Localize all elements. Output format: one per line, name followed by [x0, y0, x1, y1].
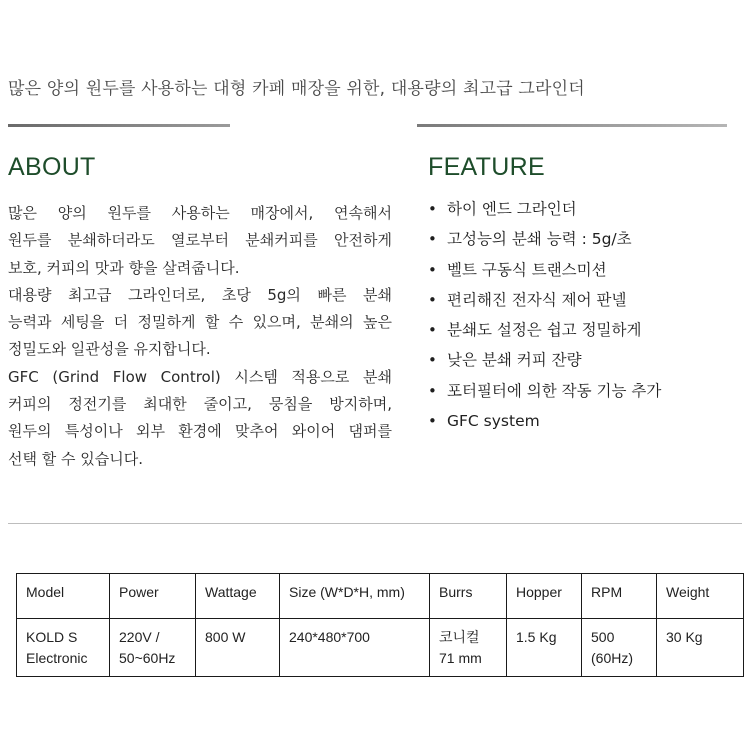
spec-header-cell: Size (W*D*H, mm) — [280, 574, 430, 619]
about-line: 보호, 커피의 맛과 향을 살려줍니다. — [8, 258, 240, 277]
spec-table — [16, 573, 744, 677]
feature-item-label: 고성능의 분쇄 능력 : 5g/초 — [447, 230, 632, 249]
feature-item — [428, 317, 661, 347]
spec-cell-line: 30 Kg — [666, 629, 703, 645]
spec-header-cell: Weight — [657, 574, 744, 619]
spec-cell-power — [110, 619, 196, 677]
spec-cell-hopper — [507, 619, 582, 677]
spec-header-cell: Wattage — [196, 574, 280, 619]
bullet-icon: • — [428, 260, 437, 279]
bullet-icon: • — [428, 230, 437, 249]
feature-item — [428, 226, 661, 256]
about-line: 정밀도와 일관성을 유지합니다. — [8, 340, 211, 359]
spec-header-cell: Power — [110, 574, 196, 619]
spec-cell-line: (60Hz) — [591, 650, 634, 666]
section-divider — [8, 523, 742, 524]
spec-header-cell: Hopper — [507, 574, 582, 619]
spec-cell-line: 220V / — [119, 629, 160, 645]
feature-item-label: GFC system — [447, 412, 540, 431]
feature-item-label: 낮은 분쇄 커피 잔량 — [447, 351, 582, 370]
spec-cell-line: Electronic — [26, 650, 88, 666]
feature-item — [428, 347, 661, 377]
feature-item — [428, 257, 661, 287]
about-line: 커피의 정전기를 최대한 줄이고, 뭉침을 방지하며, — [8, 395, 392, 414]
spec-cell-line: 500 — [591, 629, 615, 645]
spec-cell-line: 1.5 Kg — [516, 629, 557, 645]
feature-item-label: 벨트 구동식 트랜스미션 — [447, 260, 607, 279]
about-line: 많은 양의 원두를 사용하는 매장에서, 연속해서 — [8, 204, 392, 222]
feature-item-label: 하이 엔드 그라인더 — [447, 200, 577, 218]
feature-item-label: 분쇄도 설정은 쉽고 정밀하게 — [447, 321, 642, 340]
bullet-icon: • — [428, 290, 437, 309]
spec-table-header-row — [17, 574, 744, 619]
about-description — [8, 200, 392, 473]
spec-cell-line: 코니컬 — [439, 629, 480, 645]
bullet-icon: • — [428, 351, 437, 370]
feature-item — [428, 408, 661, 438]
spec-header-cell: Burrs — [430, 574, 507, 619]
bullet-icon: • — [428, 412, 437, 431]
spec-cell-rpm — [582, 619, 657, 677]
spec-cell-line: 71 mm — [439, 650, 482, 666]
spec-cell-weight — [657, 619, 744, 677]
about-line: GFC (Grind Flow Control) 시스템 적용으로 분쇄 — [8, 367, 392, 386]
spec-cell-line: 50~60Hz — [119, 650, 176, 666]
feature-item — [428, 287, 661, 317]
spec-cell-model — [17, 619, 110, 677]
feature-item-label: 편리해진 전자식 제어 판넬 — [447, 290, 627, 309]
about-line: 원두의 특성이나 외부 환경에 맞추어 와이어 댐퍼를 — [8, 422, 392, 441]
spec-cell-burrs — [430, 619, 507, 677]
feature-item-label: 포터필터에 의한 작동 기능 추가 — [447, 381, 662, 400]
spec-header-cell: RPM — [582, 574, 657, 619]
divider-right — [417, 124, 727, 127]
spec-cell-wattage — [196, 619, 280, 677]
feature-title: FEATURE — [428, 153, 545, 181]
feature-item — [428, 378, 661, 408]
spec-cell-size — [280, 619, 430, 677]
feature-list — [428, 196, 661, 438]
spec-table-row — [17, 619, 744, 677]
about-title: ABOUT — [8, 153, 96, 181]
bullet-icon: • — [428, 200, 437, 218]
page-headline: 많은 양의 원두를 사용하는 대형 카페 매장을 위한, 대용량의 최고급 그라인더 — [8, 79, 585, 99]
about-line: 능력과 세팅을 더 정밀하게 할 수 있으며, 분쇄의 높은 — [8, 313, 392, 332]
feature-item — [428, 196, 661, 226]
divider-left — [8, 124, 230, 127]
spec-cell-line: KOLD S — [26, 629, 78, 645]
spec-cell-line: 240*480*700 — [289, 629, 370, 645]
about-line: 선택 할 수 있습니다. — [8, 449, 143, 468]
about-line: 원두를 분쇄하더라도 열로부터 분쇄커피를 안전하게 — [8, 231, 392, 250]
bullet-icon: • — [428, 321, 437, 340]
about-line: 대용량 최고급 그라인더로, 초당 5g의 빠른 분쇄 — [8, 285, 392, 304]
spec-header-cell: Model — [17, 574, 110, 619]
spec-cell-line: 800 W — [205, 629, 246, 645]
bullet-icon: • — [428, 381, 437, 400]
